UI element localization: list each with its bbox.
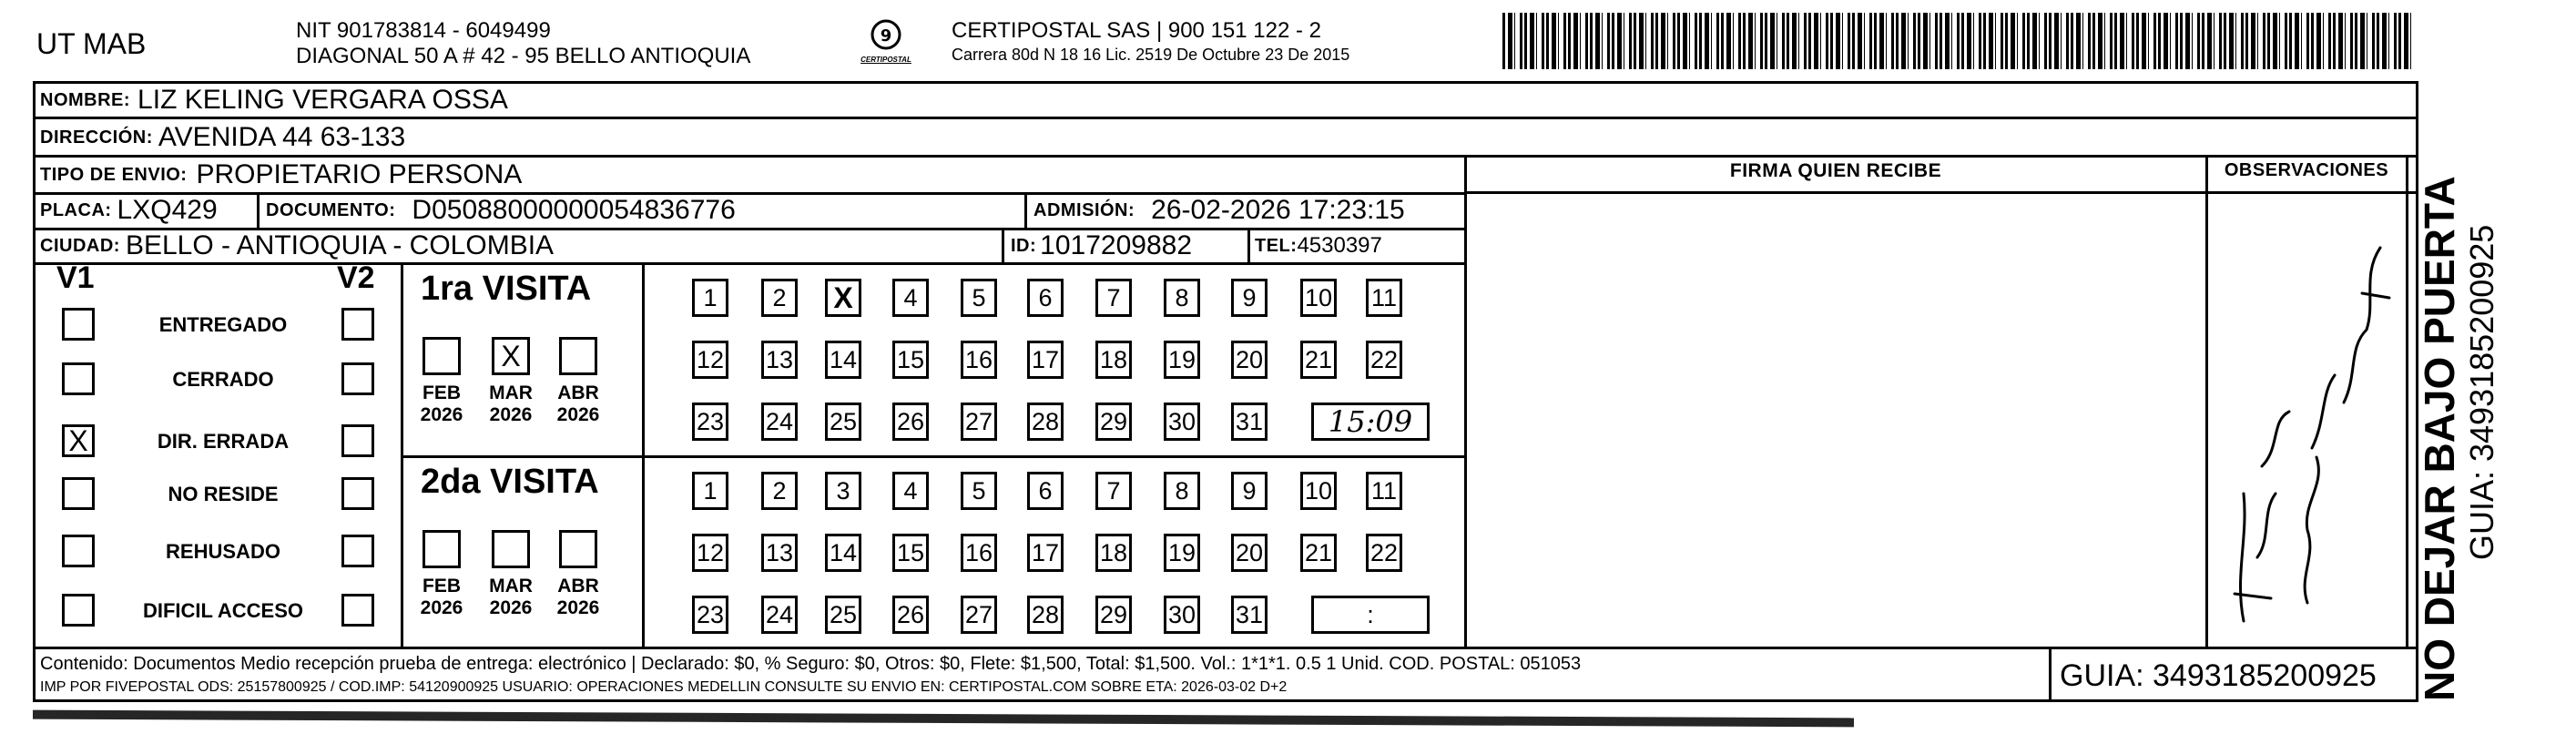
no-dejar-bajo-puerta: NO DEJAR BAJO PUERTA [2416, 176, 2463, 701]
day-cell[interactable]: 10 [1300, 472, 1337, 510]
day-cell[interactable]: 21 [1300, 534, 1337, 572]
nombre-label: NOMBRE: [40, 89, 131, 110]
side-guia: GUIA: 3493185200925 [2463, 224, 2500, 560]
day-cell[interactable]: 4 [892, 472, 929, 510]
month-year: 2026 [556, 597, 600, 618]
status-v2-checkbox[interactable] [341, 594, 374, 627]
firma-header: FIRMA QUIEN RECIBE [1729, 160, 1942, 181]
direccion-value: AVENIDA 44 63-133 [158, 122, 406, 152]
svg-text:9: 9 [880, 26, 892, 46]
day-cell[interactable]: 17 [1027, 341, 1064, 379]
day-cell[interactable]: 19 [1164, 534, 1200, 572]
day-cell[interactable]: 12 [692, 534, 728, 572]
month-label [484, 382, 538, 426]
id-value: 1017209882 [1040, 230, 1193, 260]
day-cell[interactable]: 7 [1095, 279, 1132, 317]
month-mark: X [501, 340, 521, 372]
status-v2-checkbox[interactable] [341, 362, 374, 395]
day-cell[interactable]: 14 [825, 341, 861, 379]
day-cell[interactable]: 1 [692, 279, 728, 317]
day-cell[interactable]: 29 [1095, 403, 1132, 441]
month-name: MAR [489, 382, 533, 403]
status-v2-checkbox[interactable] [341, 308, 374, 341]
status-v2-checkbox[interactable] [341, 424, 374, 457]
day-cell[interactable]: 15 [892, 534, 929, 572]
observaciones-header: OBSERVACIONES [2224, 160, 2389, 180]
status-label: NO RESIDE [168, 483, 279, 505]
month-label [551, 382, 606, 426]
footer-guia: GUIA: 3493185200925 [2060, 658, 2377, 693]
month-checkbox[interactable] [423, 530, 461, 568]
status-label: ENTREGADO [158, 313, 288, 336]
status-v2-checkbox[interactable] [341, 477, 374, 510]
status-v1-checkbox[interactable] [62, 308, 95, 341]
status-v1-checkbox[interactable] [62, 535, 95, 567]
month-name: ABR [557, 576, 599, 596]
status-label: DIR. ERRADA [157, 430, 290, 453]
day-cell[interactable]: 22 [1366, 534, 1402, 572]
status-label: REHUSADO [166, 540, 280, 563]
day-cell[interactable]: 27 [961, 403, 997, 441]
admision-value: 26-02-2026 17:23:15 [1151, 195, 1405, 225]
month-label [414, 382, 469, 426]
documento-label: DOCUMENTO: [266, 199, 396, 220]
day-cell[interactable]: 16 [961, 341, 997, 379]
day-cell[interactable]: 26 [892, 403, 929, 441]
day-cell[interactable]: 21 [1300, 341, 1337, 379]
direccion-label: DIRECCIÓN: [40, 127, 153, 148]
day-cell[interactable]: 25 [825, 403, 861, 441]
month-checkbox[interactable] [492, 337, 530, 375]
month-year: 2026 [420, 404, 463, 425]
v1-header: V1 [56, 260, 95, 295]
day-cell[interactable]: 1 [692, 472, 728, 510]
id-label: ID: [1011, 235, 1037, 256]
day-cell[interactable]: 10 [1300, 279, 1337, 317]
month-year: 2026 [489, 404, 533, 425]
day-cell[interactable]: 8 [1164, 472, 1200, 510]
footer-contenido: Contenido: Documentos Medio recepción prueba de entrega: electrónico | Declarado: $0, % Seguro: $0, Otros: $0, Flete: $1,500, Total: $1,500. Vol.: 1*1*1. 0.5 1 Unid. COD. POSTAL: 051053 [40, 654, 1582, 674]
time-cell[interactable]: : [1311, 596, 1430, 634]
month-label [551, 576, 606, 619]
month-year: 2026 [489, 597, 533, 618]
day-cell[interactable]: 31 [1231, 596, 1268, 634]
day-cell[interactable]: 29 [1095, 596, 1132, 634]
check-mark-icon: X [68, 424, 88, 457]
month-checkbox[interactable] [423, 337, 461, 375]
bottom-edge [33, 710, 1854, 728]
day-cell[interactable]: 17 [1027, 534, 1064, 572]
month-name: FEB [423, 576, 461, 596]
tel-value: 4530397 [1297, 233, 1382, 258]
day-cell[interactable]: 23 [692, 403, 728, 441]
day-cell[interactable]: 18 [1095, 341, 1132, 379]
tipo-envio-label: TIPO DE ENVIO: [40, 164, 188, 185]
day-cell[interactable]: 18 [1095, 534, 1132, 572]
month-checkbox[interactable] [492, 530, 530, 568]
day-cell[interactable]: 22 [1366, 341, 1402, 379]
day-cell[interactable]: 6 [1027, 279, 1064, 317]
documento-value: D05088000000054836776 [412, 195, 736, 225]
carrier-line2: Carrera 80d N 18 16 Lic. 2519 De Octubre 23 De 2015 [952, 46, 1350, 64]
status-v1-checkbox[interactable] [62, 477, 95, 510]
nombre-value: LIZ KELING VERGARA OSSA [137, 85, 508, 115]
company-name: UT MAB [36, 27, 147, 60]
month-checkbox[interactable] [559, 337, 597, 375]
day-cell[interactable]: 19 [1164, 341, 1200, 379]
carrier-line1: CERTIPOSTAL SAS | 900 151 122 - 2 [952, 18, 1321, 43]
day-cell[interactable]: 26 [892, 596, 929, 634]
time-cell[interactable]: 15:09 [1311, 403, 1430, 441]
day-cell[interactable]: 5 [961, 472, 997, 510]
day-cell[interactable]: 20 [1231, 534, 1268, 572]
day-cell[interactable]: 4 [892, 279, 929, 317]
day-cell[interactable]: 23 [692, 596, 728, 634]
month-label [484, 576, 538, 619]
placa-label: PLACA: [40, 199, 112, 220]
day-cell[interactable]: 31 [1231, 403, 1268, 441]
day-cell[interactable]: 11 [1366, 472, 1402, 510]
day-cell[interactable]: 27 [961, 596, 997, 634]
day-cell[interactable]: 24 [761, 596, 798, 634]
month-name: MAR [489, 576, 533, 596]
day-cell[interactable]: 12 [692, 341, 728, 379]
handwritten-observation [2207, 193, 2406, 647]
certipostal-logo [854, 18, 918, 69]
status-label: CERRADO [172, 368, 274, 391]
day-cell[interactable]: 9 [1231, 279, 1268, 317]
day-cell[interactable]: 6 [1027, 472, 1064, 510]
day-cell[interactable]: 14 [825, 534, 861, 572]
month-name: FEB [423, 382, 461, 403]
day-cell[interactable]: 15 [892, 341, 929, 379]
day-cell[interactable]: 2 [761, 279, 798, 317]
day-cell[interactable]: 5 [961, 279, 997, 317]
status-v1-checkbox[interactable] [62, 594, 95, 627]
day-cell[interactable]: 28 [1027, 403, 1064, 441]
month-name: ABR [557, 382, 599, 403]
day-cell[interactable]: 7 [1095, 472, 1132, 510]
day-cell[interactable]: 30 [1164, 403, 1200, 441]
certipostal-logo-text: CERTIPOSTAL [860, 56, 911, 64]
placa-value: LXQ429 [117, 195, 218, 225]
day-cell[interactable]: 25 [825, 596, 861, 634]
month-checkbox[interactable] [559, 530, 597, 568]
ciudad-label: CIUDAD: [40, 235, 120, 256]
company-address: DIAGONAL 50 A # 42 - 95 BELLO ANTIOQUIA [296, 44, 751, 68]
day-cell[interactable]: 3 [825, 472, 861, 510]
ciudad-value: BELLO - ANTIOQUIA - COLOMBIA [125, 230, 555, 260]
status-v1-checkbox[interactable] [62, 424, 95, 457]
day-cell[interactable]: 30 [1164, 596, 1200, 634]
status-v2-checkbox[interactable] [341, 535, 374, 567]
company-nit: NIT 901783814 - 6049499 [296, 18, 551, 43]
day-cell[interactable]: 13 [761, 341, 798, 379]
day-cell[interactable]: 16 [961, 534, 997, 572]
v2-header: V2 [337, 260, 375, 295]
day-cell[interactable]: 8 [1164, 279, 1200, 317]
day-cell[interactable]: X [825, 279, 861, 317]
status-v1-checkbox[interactable] [62, 362, 95, 395]
barcode [1502, 13, 2413, 69]
month-year: 2026 [420, 597, 463, 618]
certipostal-logo-icon [866, 18, 906, 51]
day-cell[interactable]: 24 [761, 403, 798, 441]
visit-title: 2da VISITA [421, 463, 599, 501]
day-cell[interactable]: 13 [761, 534, 798, 572]
month-year: 2026 [556, 404, 600, 425]
day-cell[interactable]: 20 [1231, 341, 1268, 379]
status-label: DIFICIL ACCESO [142, 599, 303, 622]
visit-title: 1ra VISITA [421, 270, 592, 308]
day-cell[interactable]: 11 [1366, 279, 1402, 317]
month-label [414, 576, 469, 619]
day-cell[interactable]: 2 [761, 472, 798, 510]
tipo-envio-value: PROPIETARIO PERSONA [196, 159, 523, 189]
admision-label: ADMISIÓN: [1033, 199, 1135, 220]
day-cell[interactable]: 28 [1027, 596, 1064, 634]
day-cell[interactable]: 9 [1231, 472, 1268, 510]
footer-impresion: IMP POR FIVEPOSTAL ODS: 25157800925 / COD.IMP: 54120900925 USUARIO: OPERACIONES MEDELLIN CONSULTE SU ENVIO EN: CERTIPOSTAL.COM SOBRE ETA: 2026-03-02 D+2 [40, 679, 1288, 695]
tel-label: TEL: [1255, 235, 1298, 256]
